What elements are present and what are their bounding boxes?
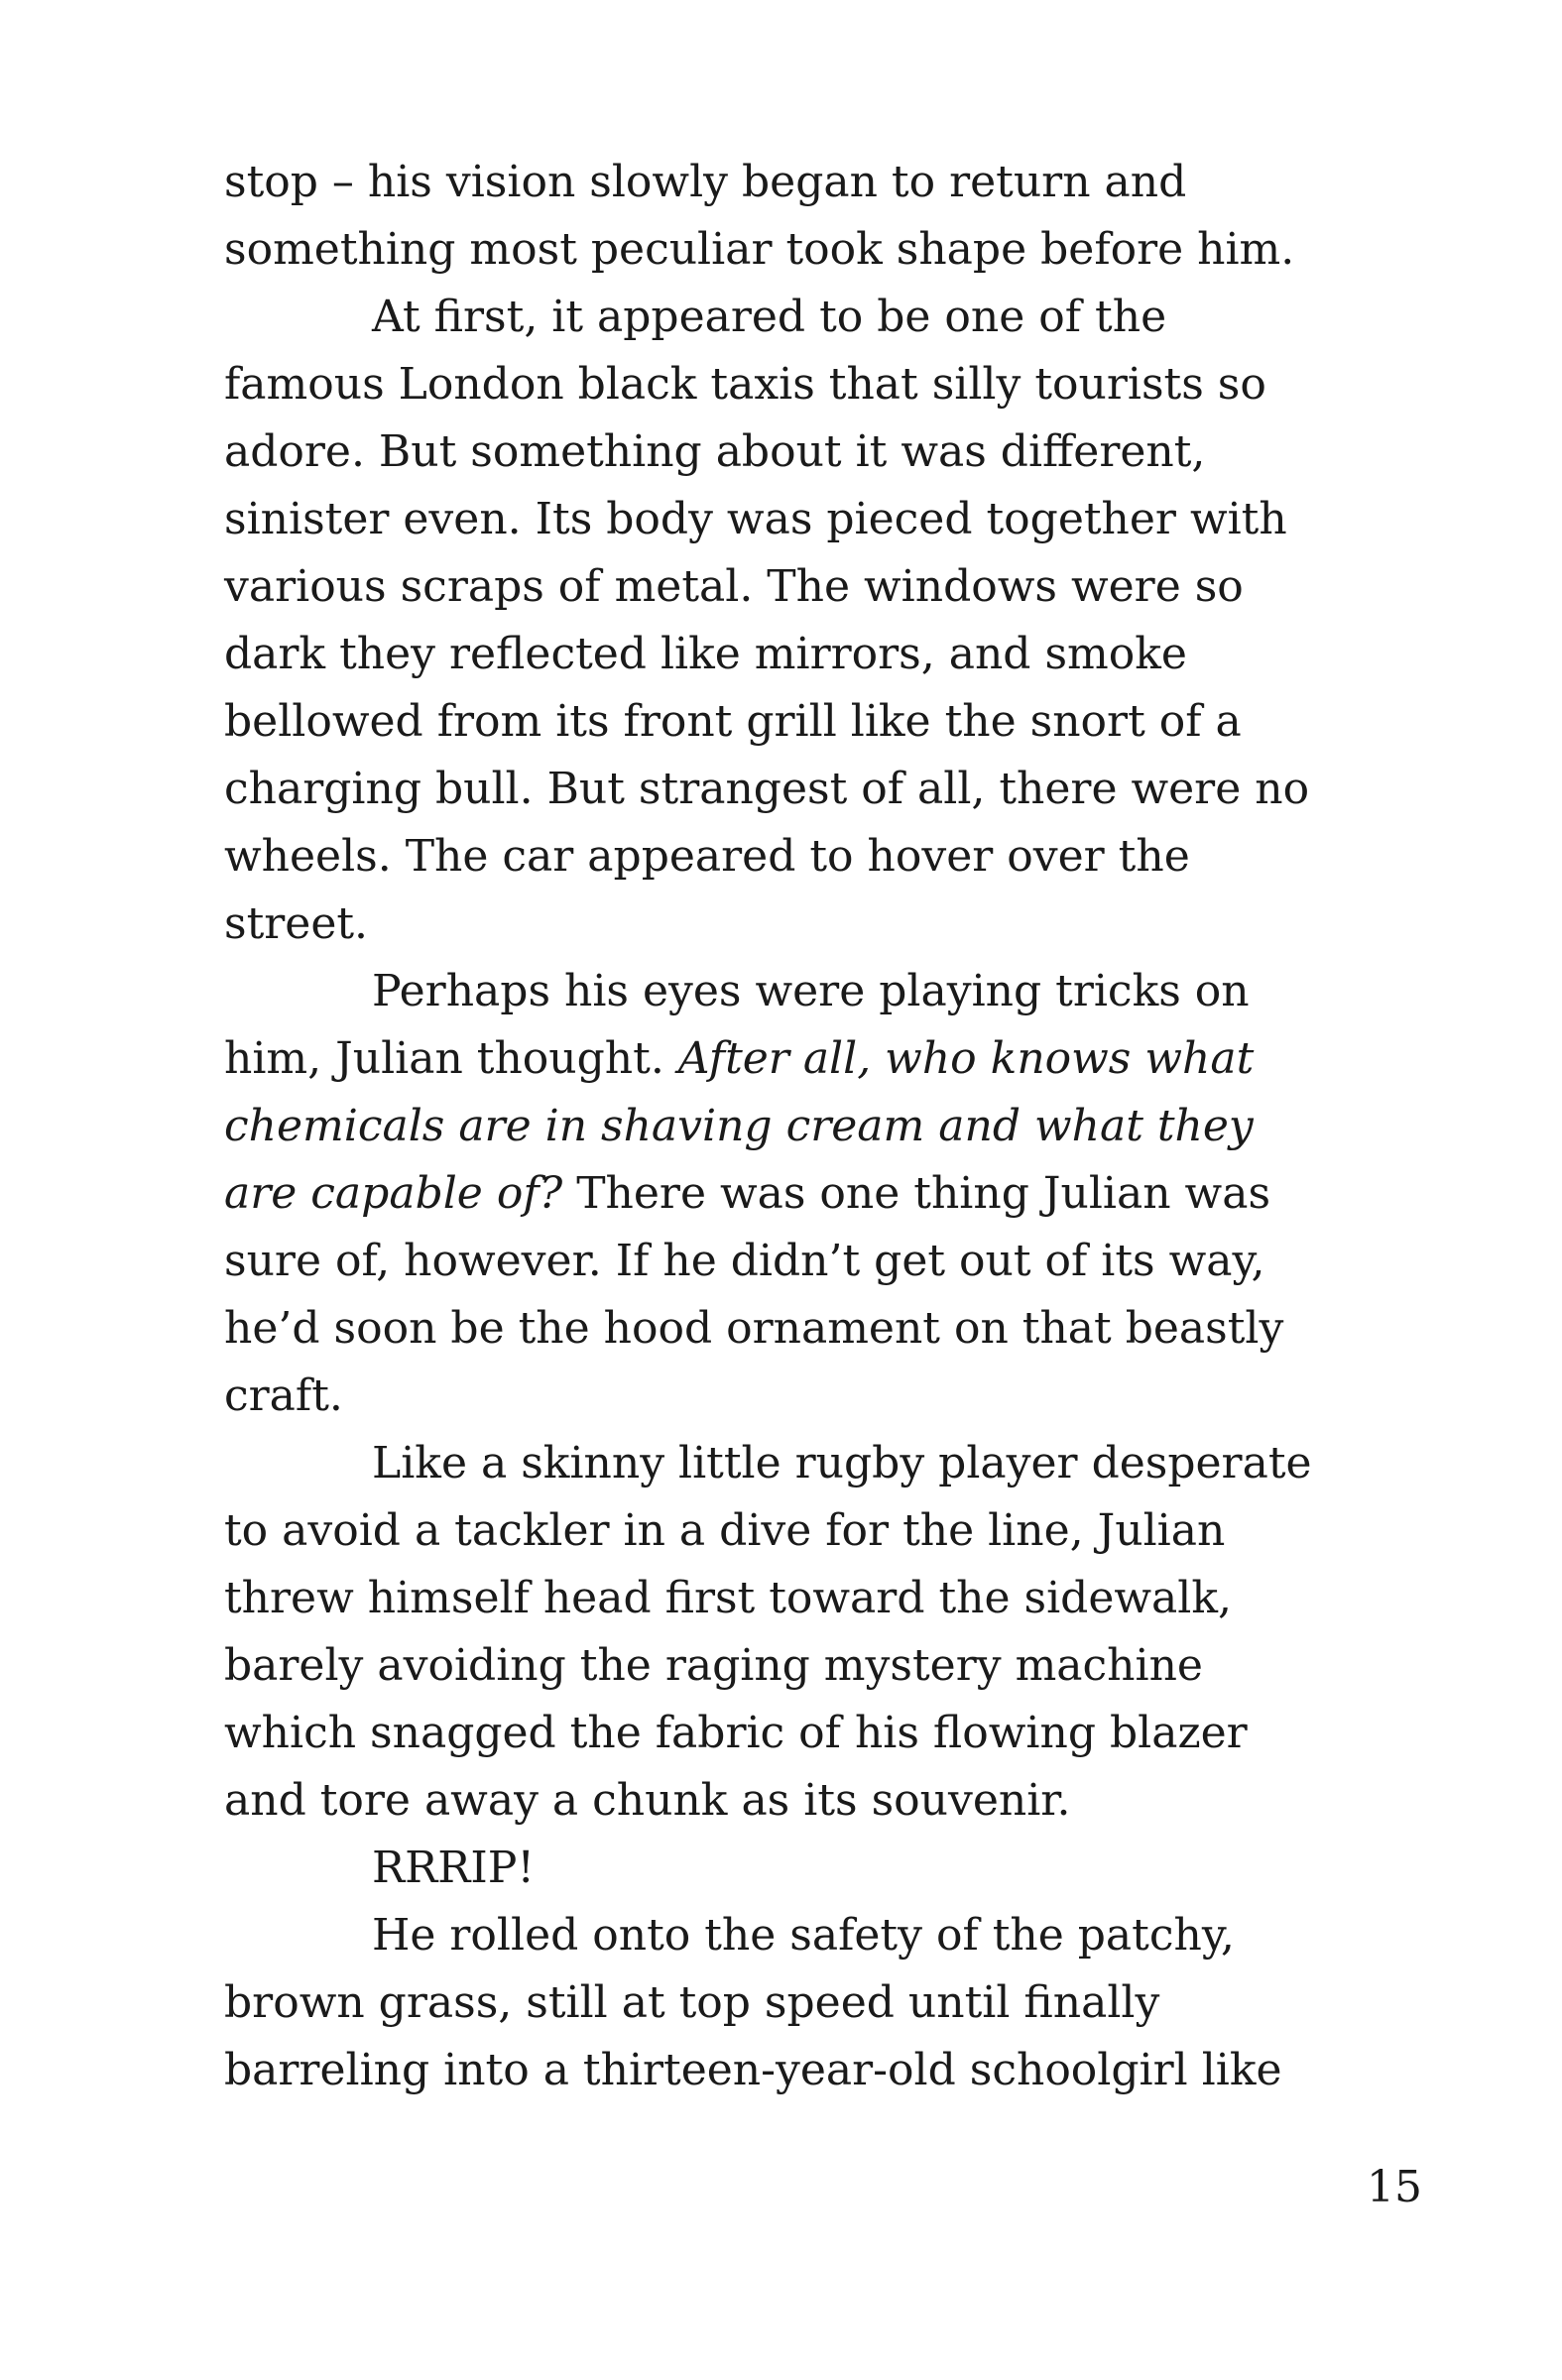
italic-thought-line: chemicals are in shaving cream and what they	[224, 1101, 1254, 1151]
page-number: 15	[1367, 2162, 1422, 2212]
text-line: sure of, however. If he didn’t get out of its way,	[224, 1236, 1265, 1286]
text-line: threw himself head first toward the sidewalk,	[224, 1573, 1232, 1623]
text-line: various scraps of metal. The windows were so	[224, 561, 1244, 612]
text-line: which snagged the fabric of his flowing blazer	[224, 1708, 1248, 1758]
text-line	[224, 1160, 1444, 1228]
text-line: barely avoiding the raging mystery machine	[224, 1640, 1203, 1691]
text-line	[224, 1025, 1444, 1093]
text-line: wheels. The car appeared to hover over the	[224, 831, 1190, 882]
text-segment: There was one thing Julian was	[562, 1168, 1271, 1219]
text-line: barreling into a thirteen-year-old schoolgirl like	[224, 2045, 1282, 2095]
text-line: street.	[224, 898, 369, 949]
text-line: stop – his vision slowly began to return and	[224, 157, 1187, 207]
text-line: sinister even. Its body was pieced together with	[224, 494, 1287, 544]
text-line: craft.	[224, 1370, 343, 1421]
text-line: charging bull. But strangest of all, there were no	[224, 764, 1310, 814]
paragraph-start-line: At first, it appeared to be one of the	[372, 292, 1167, 342]
text-line: and tore away a chunk as its souvenir.	[224, 1775, 1071, 1826]
paragraph-start-line: Perhaps his eyes were playing tricks on	[372, 966, 1250, 1016]
text-line: brown grass, still at top speed until finally	[224, 1977, 1160, 2028]
sound-effect-line: RRRIP!	[372, 1843, 536, 1893]
text-line: dark they reflected like mirrors, and smoke	[224, 629, 1187, 679]
italic-thought: After all, who knows what	[677, 1033, 1255, 1084]
paragraph-start-line: Like a skinny little rugby player desperate	[372, 1438, 1312, 1488]
text-line: something most peculiar took shape before him.	[224, 224, 1295, 275]
paragraph-start-line: He rolled onto the safety of the patchy,	[372, 1910, 1235, 1961]
text-line: adore. But something about it was different,	[224, 426, 1206, 477]
text-line: famous London black taxis that silly tourists so	[224, 359, 1266, 410]
text-line: to avoid a tackler in a dive for the line, Julian	[224, 1505, 1226, 1556]
body-text	[224, 149, 1444, 2104]
text-line: bellowed from its front grill like the snort of a	[224, 696, 1242, 747]
text-line: he’d soon be the hood ornament on that beastly	[224, 1303, 1284, 1354]
text-segment: him, Julian thought.	[224, 1033, 678, 1084]
italic-thought: are capable of?	[224, 1168, 563, 1219]
